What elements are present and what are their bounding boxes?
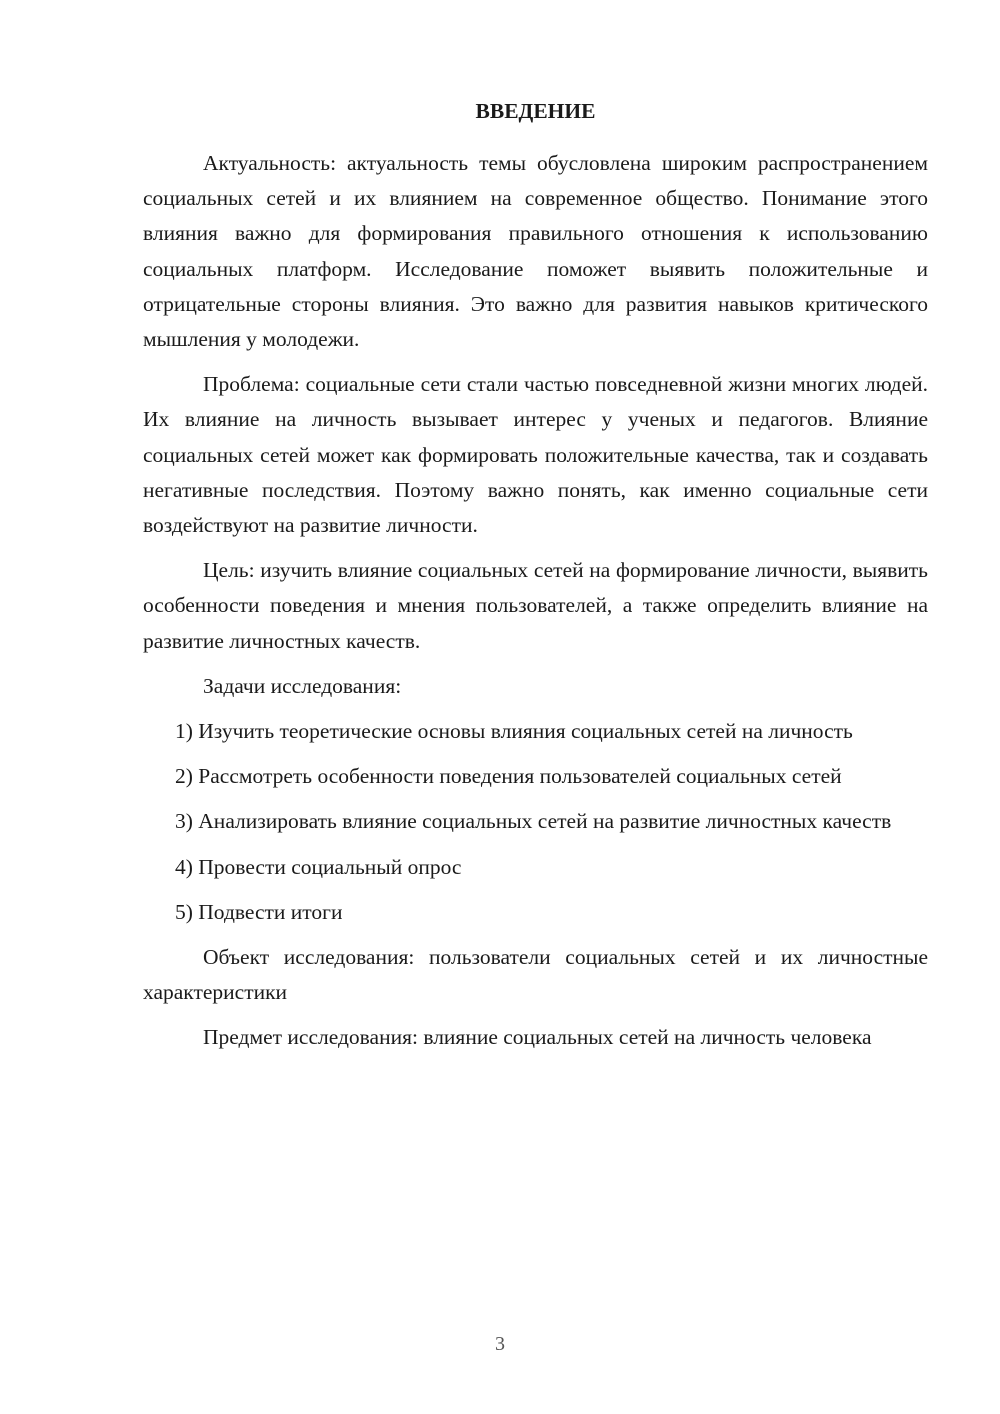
section-heading: ВВЕДЕНИЕ [475,99,596,123]
task-item: 5) Подвести итоги [175,899,343,924]
document-page [143,96,928,1056]
relevance-paragraph: Актуальность: актуальность темы обусловлена широким распространением социальных сетей и их влиянием на современное общество. Понимание этого влияния важно для формирования правильного отношения к использованию социальных платформ. Исследование поможет выявить положительные и отрицательные стороны влияния. Это важно для развития навыков критического мышления у молодежи. [143,151,928,352]
object-paragraph: Объект исследования: пользователи социальных сетей и их личностные характеристики [143,945,928,1005]
task-item: 2) Рассмотреть особенности поведения пользователей социальных сетей [175,764,842,789]
goal-paragraph: Цель: изучить влияние социальных сетей на формирование личности, выявить особенности поведения и мнения пользователей, а также определить влияние на развитие личностных качеств. [143,558,928,653]
task-item: 3) Анализировать влияние социальных сетей на развитие личностных качеств [175,809,892,834]
task-item: 4) Провести социальный опрос [175,854,462,879]
tasks-title: Задачи исследования: [203,673,402,698]
page-number: 3 [495,1333,505,1355]
subject-paragraph: Предмет исследования: влияние социальных сетей на личность человека [203,1025,872,1050]
task-item: 1) Изучить теоретические основы влияния социальных сетей на личность [175,719,853,744]
problem-paragraph: Проблема: социальные сети стали частью повседневной жизни многих людей. Их влияние на личность вызывает интерес у ученых и педагогов. Влияние социальных сетей может как формировать положительные качества, так и создавать негативные последствия. Поэтому важно понять, как именно социальные сети воздействуют на развитие личности. [143,372,928,538]
